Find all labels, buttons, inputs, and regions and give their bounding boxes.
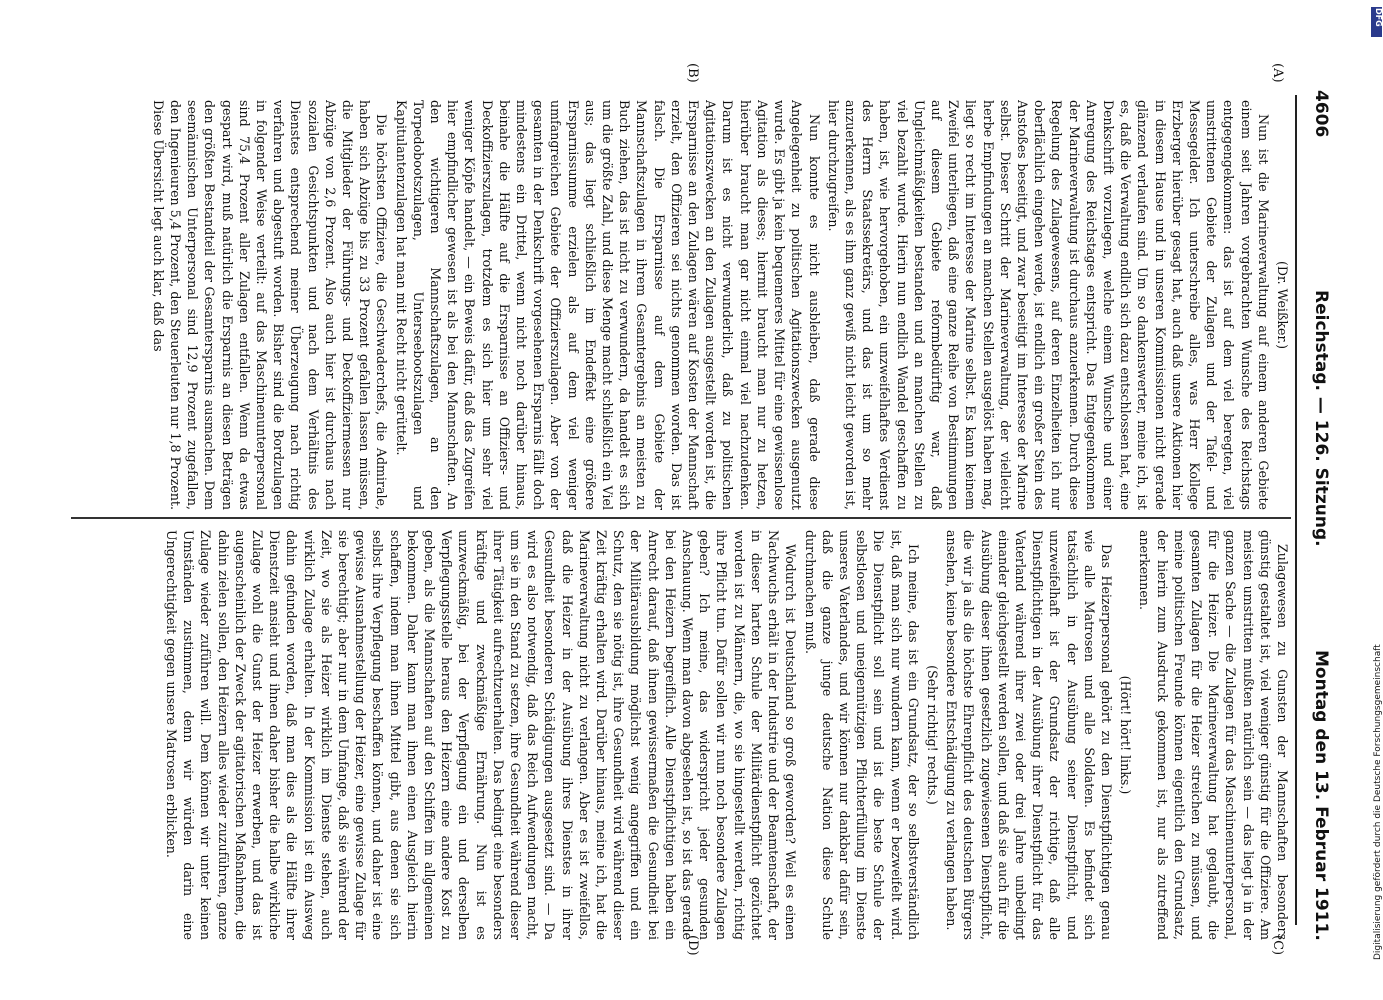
interjection: (Hört! hört! links.) — [1118, 675, 1134, 795]
session-date: Montag den 13. Februar 1911. — [1311, 650, 1331, 941]
page-header — [1303, 90, 1337, 941]
paragraph: Das Heizerpersonal gehört zu den Dienstpflichtigen genau wie alle Matrosen und alle Soldaten. Es befindet sich tatsächlich in der Ausübung seiner Dienstpflicht, und unzweifelhaft ist der Grundsatz der richtige, daß alle Dienstpflichtigen in der Ausübung ihrer Dienstpflicht für das Vaterland während ihrer zwei oder drei Jahre unbedingt einander gleichgestellt werden sollen, und daß sie auch für die Ausübung dieser ihnen gesetzlich zugewiesenen Dienstpflicht, die wir ja als die höchste Ehrenpflicht des deutschen Bürgers ansehen, keine besondere Entschädigung zu verlangen haben. — [944, 530, 1114, 940]
margin-mark-d: (D) — [685, 935, 700, 956]
page-number: 4606 — [1311, 90, 1331, 138]
paragraph: Wodurch ist Deutschland so groß geworden? Weil es einen Nachwuchs erhält in der Industrie und der Beamtenschaft, der in dieser harten Schule der Militärdienstpflicht gezüchtet worden ist zu Männern, die, wo sie hingestellt werden, richtig ihre Pflicht tun. Dafür sollen wir nun noch besondere Zulagen geben? Ich meine, das widerspricht jeder gesunden Anschauung. Wenn man davon abgesehen ist, so ist das gerade bei den Heizern begreiflich. Alle Dienstpflichtigen haben ein Anrecht darauf, daß ihnen gewissermaßen die Gesundheit bei der Militärausbildung möglichst wenig angegriffen und ein Schutz, den sie nötig ist, ihre Gesundheit wird während dieser Zeit kräftig erhalten wird. Darüber hinaus, meine ich, hat die Marineverwaltung nicht zu verlangen. Aber es ist zweifellos, daß die Heizer in der Ausübung ihres Dienstes in ihrer Gesundheit besonderen Schädigungen ausgesetzt sind. — Da wird es also notwendig, daß das Reich Aufwendungen macht, um sie in den Stand zu setzen, ihre Gesundheit während dieser ihrer Tätigkeit aufrechtzuerhalten. Das bedingt eine besonders kräftige und zweckmäßige Ernährung. Nun ist es unzweckmäßig, bei der Verpflegung ein und derselben Verpflegungsstelle heraus den Heizern eine andere Kost zu geben, als die Mannschaften auf den Schiffen im allgemeinen bekommen. Daher kann man ihnen einen Ausgleich hierin schaffen, indem man ihnen Mittel gibt, aus denen sie sich selbst ihre Verpflegung beschaffen können, und daher ist eine gewisse Ausnahmestellung der Heizer, eine gewisse Zulage für sie berechtigt; aber nur in dem Umfange, daß sie während der Zeit, wo sie als Heizer wirklich im Dienste stehen, auch wirklich Zulage erhalten. In der Kommission ist ein Ausweg dahin gefunden worden, daß man dies als die Hälfte ihrer Dienstzeit ansieht und ihnen daher bisher die halbe wirkliche Zulage wohl die Gunst der Heizer erwerben, und das ist augenscheinlich der Zweck der agitatorischen Maßnahmen, die dahin zielen sollen, den Heizern alles wieder zuzuführen, ganze Zulage wieder zuführen will. Dem können wir unter keinen Umständen zustimmen, denn wir würden darin eine Ungerechtigkeit gegen unsere Matrosen erblicken. — [164, 530, 799, 940]
session-title: Reichstag. — 126. Sitzung. — [1311, 290, 1331, 547]
paragraph: Zulagewesen zu Gunsten der Mannschaften besonders günstig gestaltet ist, viel weniger günstig für die Offiziere. Am meisten umstritten mußten natürlich sein — das liegt ja in der ganzen Sache — die Zulagen für das Maschinenunterpersonal, für die Heizer. Die Marineverwaltung hat geglaubt, die gesamten Zulagen für die Heizer streichen zu müssen, und meine politischen Freunde können eigentlich den Grundsatz, der hierin zum Ausdruck gekommen ist, nur als zutreffend anerkennen. — [1137, 530, 1290, 940]
header-rule — [1295, 95, 1297, 925]
paragraph: Ich meine, das ist ein Grundsatz, der so selbstverständlich ist, daß man sich nur wundern kann, wenn er bezweifelt wird. Die Dienstpflicht soll sein und ist die beste Schule der selbstlosen und uneigennützigen Pflichterfüllung im Dienste unseres Vaterlandes, und wir können nur dankbar dafür sein, daß die ganze junge deutsche Nation diese Schule durchmachen muß. — [802, 530, 921, 940]
digitization-credit: Digitalisierung gefördert durch die Deutsche Forschungsgemeinschaft — [1373, 644, 1383, 960]
margin-mark-a: (A) — [1270, 63, 1285, 83]
speaker-label: (Dr. Weißker.) — [1275, 260, 1290, 350]
column-divider — [71, 517, 1291, 519]
rotated-page — [85, 55, 1355, 955]
paragraph: Nun konnte es nicht ausbleiben, daß gerade diese Angelegenheit zu politischen Agitationszwecken ausgenutzt wurde. Es gibt ja kein bequemeres Mittel für eine gewissenlose Agitation als dieses; hiermit braucht man nur zu hetzen, hierüber braucht man gar nicht einmal viel nachzudenken. Darum ist es nicht verwunderlich, daß zu politischen Agitationszwecken an den Zulagen ausgestellt worden ist, die Ersparnisse an den Zulagen wären auf Kosten der Mannschaft erzielt, den Offizieren sei nichts genommen worden. Das ist falsch. Die Ersparnisse auf dem Gebiete der Mannschaftszulagen in ihrem Gesamtergebnis an meisten zu Buch ziehen, das ist nicht zu verwundern, da handelt es sich um die größte Zahl, und diese Menge macht schließlich ein Viel aus; das liegt schließlich im Endeffekt eine größere Ersparnissumme erzielen als auf dem viel weniger umfangreichen Gebiete der Offizierszulagen. Aber von der gesamten in der Denkschrift vorgesehenen Ersparnis fällt doch mindestens ein Drittel, wenn nicht noch darüber hinaus, beinahe die Hälfte auf die Ersparnisse an Offiziers- und Deckoffizierszulagen, trotzdem es sich hier um sehr viel weniger Köpfe handelt, — ein Beweis dafür, daß das Zugreifen hier empfindlicher gewesen ist als bei den Mannschaften. An den wichtigeren Mannschaftszulagen, an den Torpedobootszulagen, Unterseebootszulagen und Kapitulantenzulagen hat man mit Recht nicht gerüttelt. — [393, 100, 822, 510]
paragraph: Nun ist die Marineverwaltung auf einem anderen Gebiete einem seit Jahren vorgebrachten Wunsche des Reichstags entgegengekommen: das ist auf dem viel beregten, viel umstrittenen Gebiete der Zulagen und der Tafel- und Messegelder. Ich unterschreibe alles, was Herr Kollege Erzberger hierüber gesagt hat, auch daß unsere Aktionen hier in diesem Hause und in unseren Kommissionen nicht gerade glänzend verlaufen sind. Um so dankenswerter, meine ich, ist es, daß die Verwaltung endlich sich dazu entschlossen hat, eine Denkschrift vorzulegen, welche einem Wunsche und einer Anregung des Reichstages entspricht. Das Entgegenkommen der Marineverwaltung ist durchaus anzuerkennen. Durch diese Regelung des Zulagewesens, auf deren Einzelheiten ich nur oberflächlich eingehen werde, ist endlich ein großer Stein des Anstoßes beseitigt, und zwar beseitigt im Interesse der Marine selbst. Dieser Schritt der Marineverwaltung, der vielleicht herbe Empfindungen an manchen Stellen ausgelöst haben mag, liegt so recht im Interesse der Marine selbst. Es kann keinem Zweifel unterliegen, daß eine ganze Reihe von Bestimmungen auf diesem Gebiete reformbedürftig war, daß Ungleichmäßigkeiten bestanden und an manchen Stellen zu viel bezahlt wurde. Hierin nun endlich Wandel geschaffen zu haben, ist, wie hervorgehoben, ein unzweifelhaftes Verdienst des Herrn Staatssekretärs, und das ist um so mehr anzuerkennen, als es ihm ganz gewiß nicht leicht geworden ist, hier durchzugreifen. — [825, 100, 1271, 510]
left-column — [81, 100, 1291, 510]
dfg-logo: DFG — [1371, 7, 1382, 37]
margin-mark-c: (C) — [1270, 935, 1285, 956]
interjection: (Sehr richtig! rechts.) — [924, 665, 940, 805]
right-column — [81, 530, 1291, 940]
margin-mark-b: (B) — [685, 63, 700, 83]
paragraph: Die höchsten Offiziere, die Geschwaderchefs, die Admirale, haben sich Abzüge bis zu 33 Prozent gefallen lassen müssen, die Mitglieder der Führungs- und Deckoffiziermessen nur Abzüge von 2,6 Prozent. Also auch hier ist durchaus nach sozialen Gesichtspunkten und nach dem Verhältnis des Dienstes entsprechend meiner Überzeugung nach richtig verfahren und abgestuft worden. Bisher sind die Bordzulagen in folgender Weise verteilt: auf das Maschinenunterpersonal sind 75,4 Prozent aller Zulagen entfallen. Wenn da etwas gespart wird, muß natürlich die Ersparnis an diesen Beträgen den größten Bestandteil der Gesamtersparnis ausmachen. Dem seemännischen Unterpersonal sind 12,9 Prozent zugefallen, den Ingenieuren 5,4 Prozent, den Steuerleuten nur 1,8 Prozent. Diese Übersicht legt auch klar, daß das — [150, 100, 390, 510]
